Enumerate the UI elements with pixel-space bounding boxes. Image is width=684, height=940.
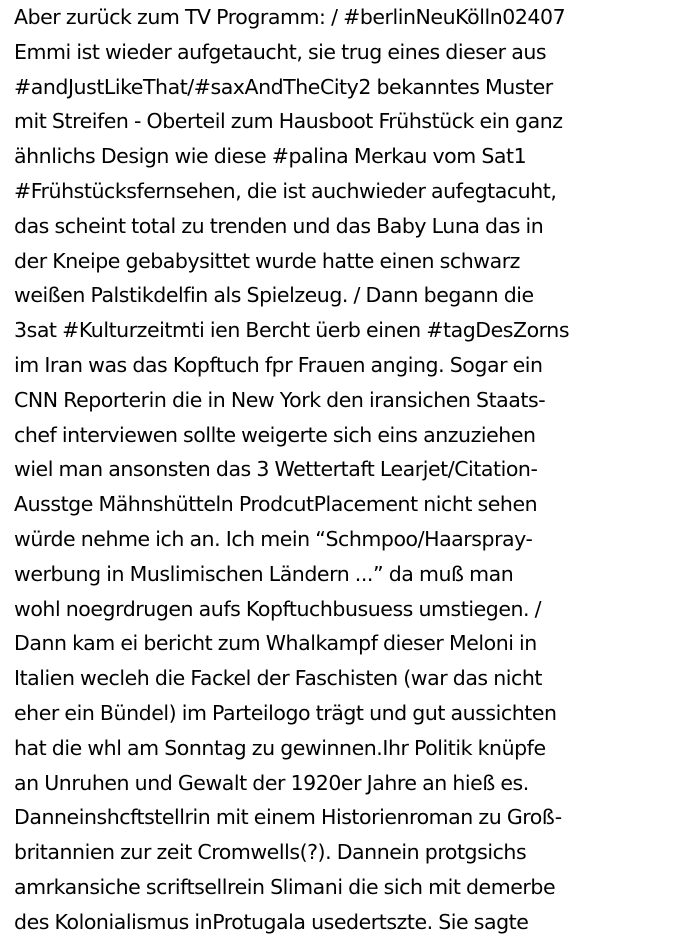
text-line: eher ein Bündel) im Parteilogo trägt und gut aussichten [14, 700, 557, 725]
text-line: hat die whl am Sonntag zu gewinnen.Ihr Politik knüpfe [14, 735, 546, 760]
text-line: chef interviewen sollte weigerte sich eins anzuziehen [14, 422, 536, 447]
text-line: #andJustLikeThat/#saxAndTheCity2 bekanntes Muster [14, 74, 553, 99]
text-line: wohl noegrdrugen aufs Kopftuchbusuess umstiegen. / [14, 596, 542, 621]
text-line: im Iran was das Kopftuch fpr Frauen anging. Sogar ein [14, 352, 543, 377]
text-line: ähnlichs Design wie diese #palina Merkau vom Sat1 [14, 144, 527, 169]
text-line: Italien wecleh die Fackel der Faschisten (war das nicht [14, 666, 542, 691]
text-line: CNN Reporterin die in New York den iransichen Staats- [14, 387, 546, 412]
text-line: würde nehme ich an. Ich mein “Schmpoo/Haarspray- [14, 526, 533, 551]
text-line: britannien zur zeit Cromwells(?). Dannein protgsichs [14, 840, 527, 865]
text-line: Dann kam ei bericht zum Whalkampf dieser Meloni in [14, 631, 537, 656]
body-text [14, 0, 682, 940]
text-line: #Frühstücksfernsehen, die ist auchwieder aufegtacuht, [14, 178, 557, 203]
text-line: Aber zurück zum TV Programm: / #berlinNeuKölln02407 [14, 5, 566, 29]
text-line: das scheint total zu trenden und das Baby Luna das in [14, 213, 544, 238]
text-line: wiel man ansonsten das 3 Wettertaft Learjet/Citation- [14, 457, 538, 482]
text-line: an Unruhen und Gewalt der 1920er Jahre an hieß es. [14, 770, 529, 795]
text-line: Danneinshcftstellrin mit einem Historienroman zu Groß- [14, 805, 562, 830]
text-line: mit Streifen - Oberteil zum Hausboot Frühstück ein ganz [14, 109, 563, 134]
text-line: werbung in Muslimischen Ländern ...” da muß man [14, 561, 514, 586]
text-line: Emmi ist wieder aufgetaucht, sie trug eines dieser aus [14, 39, 547, 64]
text-line: Ausstge Mähnshütteln ProdcutPlacement nicht sehen [14, 492, 538, 517]
text-line: des Kolonialismus inProtugala usedertszte. Sie sagte [14, 909, 529, 934]
text-line: der Kneipe gebabysittet wurde hatte einen schwarz [14, 248, 520, 273]
text-line: 3sat #Kulturzeitmti ien Bercht üerb einen #tagDesZorns [14, 318, 570, 343]
text-line: amrkansiche scriftsellrein Slimani die sich mit demerbe [14, 874, 556, 899]
text-line: weißen Palstikdelfin als Spielzeug. / Dann begann die [14, 283, 534, 308]
